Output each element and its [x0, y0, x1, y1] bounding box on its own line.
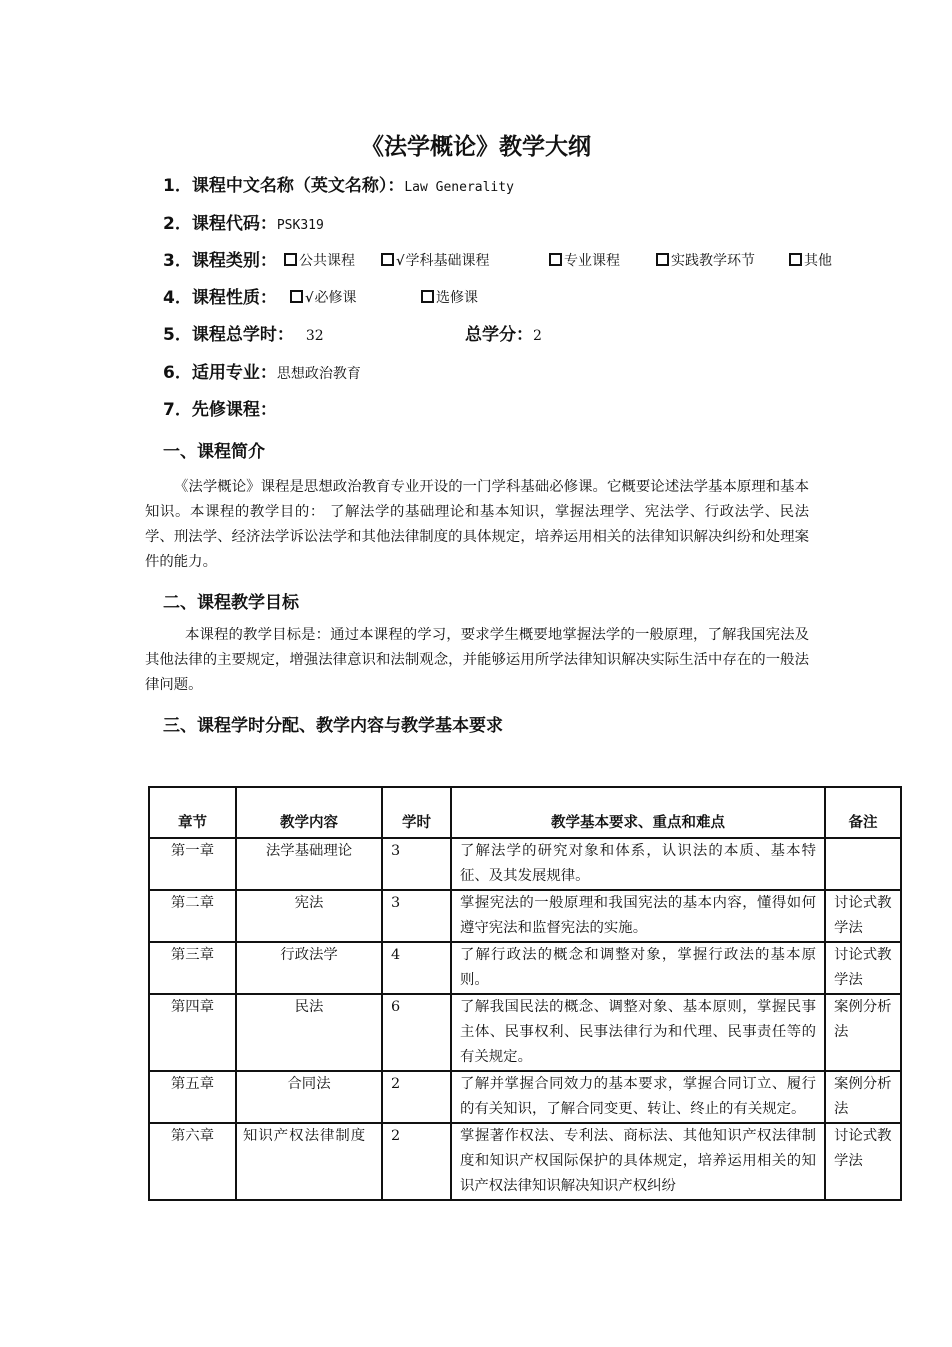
- content-cell: 合同法: [236, 1071, 382, 1123]
- checkbox-icon: [549, 253, 562, 266]
- table-row: [149, 1123, 901, 1200]
- table-row: [149, 838, 901, 890]
- document-title: 《法学概论》教学大纲: [361, 134, 591, 160]
- note-cell: 讨论式教学法: [825, 942, 901, 994]
- chapter-cell: 第五章: [149, 1071, 236, 1123]
- applicable-major-value: 思想政治教育: [276, 366, 361, 382]
- type-option-public: 公共课程: [284, 249, 355, 273]
- course-name-row: [163, 174, 514, 200]
- checkbox-icon: [284, 253, 297, 266]
- hours-cell: 3: [382, 890, 451, 942]
- table-row: [149, 994, 901, 1071]
- table-row: [149, 890, 901, 942]
- course-hours-row: [163, 323, 542, 348]
- note-cell: 讨论式教学法: [825, 890, 901, 942]
- teaching-goal-paragraph: 本课程的教学目标是：通过本课程的学习，要求学生概要地掌握法学的一般原理，了解我国宪法及其他法律的主要规定，增强法律意识和法制观念，并能够运用所学法律知识解决实际生活中存在的一般法律问题。: [145, 627, 809, 693]
- course-intro-paragraph: 《法学概论》课程是思想政治教育专业开设的一门学科基础必修课。它概要论述法学基本原理和基本知识。本课程的教学目的： 了解法学的基础理论和基本知识，掌握法理学、宪法学、行政法学、民法学、刑法学、经济法学诉讼法学和其他法律制度的具体规定，培养运用相关的法律知识解决纠纷和处理案件的能力。: [145, 479, 809, 570]
- note-cell: 案例分析法: [825, 1071, 901, 1123]
- table-row: [149, 1071, 901, 1123]
- chapter-cell: 第三章: [149, 942, 236, 994]
- note-cell: [825, 838, 901, 890]
- requirement-cell: 掌握宪法的一般原理和我国宪法的基本内容，懂得如何遵守宪法和监督宪法的实施。: [451, 890, 825, 942]
- checkbox-icon: [656, 253, 669, 266]
- chapter-cell: 第一章: [149, 838, 236, 890]
- course-type-label: 3．课程类别：: [163, 251, 277, 271]
- checkbox-icon: [789, 253, 802, 266]
- section-3-heading: 三、课程学时分配、教学内容与教学基本要求: [163, 716, 503, 736]
- requirement-cell: 了解法学的研究对象和体系，认识法的本质、基本特征、及其发展规律。: [451, 838, 825, 890]
- type-option-practice: 实践教学环节: [656, 249, 755, 273]
- content-cell: 知识产权法律制度: [236, 1123, 382, 1200]
- course-type-row: [163, 249, 832, 273]
- course-name-value: Law Generality: [404, 180, 514, 195]
- total-credits: [465, 323, 542, 348]
- hours-cell: 3: [382, 838, 451, 890]
- note-cell: 案例分析法: [825, 994, 901, 1071]
- requirement-cell: 了解行政法的概念和调整对象，掌握行政法的基本原则。: [451, 942, 825, 994]
- type-option-foundation: √学科基础课程: [381, 249, 490, 274]
- requirement-cell: 了解并掌握合同效力的基本要求，掌握合同订立、履行的有关知识，了解合同变更、转让、终止的有关规定。: [451, 1071, 825, 1123]
- hours-cell: 2: [382, 1123, 451, 1200]
- nature-option-elective: 选修课: [421, 286, 478, 310]
- section-2-heading: 二、课程教学目标: [163, 593, 299, 613]
- checkbox-icon: [421, 290, 434, 303]
- hours-cell: 4: [382, 942, 451, 994]
- course-nature-label: 4．课程性质：: [163, 288, 277, 308]
- header-notes: 备注: [825, 787, 901, 838]
- content-cell: 民法: [236, 994, 382, 1071]
- header-hours: 学时: [382, 787, 451, 838]
- prerequisite-row: [163, 398, 277, 422]
- note-cell: 讨论式教学法: [825, 1123, 901, 1200]
- prerequisite-label: 7．先修课程：: [163, 400, 277, 420]
- content-cell: 宪法: [236, 890, 382, 942]
- header-chapter: 章节: [149, 787, 236, 838]
- total-hours-label: 5．课程总学时：: [163, 325, 294, 345]
- course-code-row: [163, 212, 324, 238]
- checkbox-icon: [381, 253, 394, 266]
- requirement-cell: 了解我国民法的概念、调整对象、基本原则，掌握民事主体、民事权利、民事法律行为和代理、民事责任等的有关规定。: [451, 994, 825, 1071]
- type-option-other: 其他: [789, 249, 832, 273]
- applicable-major-row: [163, 361, 361, 386]
- content-cell: 法学基础理论: [236, 838, 382, 890]
- requirement-text: 掌握著作权法、专利法、商标法、其他知识产权法律制度和知识产权国际保护的具体规定，培养运用相关的知识产权法律知识解决知识产权纠纷: [460, 1128, 816, 1194]
- hours-cell: 6: [382, 994, 451, 1071]
- course-name-label: 1．课程中文名称（英文名称）：: [163, 176, 405, 196]
- total-hours-value: 32: [305, 328, 324, 344]
- header-requirements: 教学基本要求、重点和难点: [451, 787, 825, 838]
- chapter-cell: 第四章: [149, 994, 236, 1071]
- section-1-heading: 一、课程简介: [163, 442, 265, 462]
- hours-cell: 2: [382, 1071, 451, 1123]
- total-credits-label: 总学分：: [465, 325, 533, 345]
- course-nature-row: [163, 286, 478, 310]
- check-mark-icon: √: [396, 254, 405, 269]
- course-code-label: 2．课程代码：: [163, 214, 277, 234]
- chapter-cell: 第二章: [149, 890, 236, 942]
- chapter-cell: 第六章: [149, 1123, 236, 1200]
- type-option-major: 专业课程: [549, 249, 620, 273]
- content-cell: 行政法学: [236, 942, 382, 994]
- table-row: [149, 942, 901, 994]
- check-mark-icon: √: [305, 291, 314, 306]
- nature-option-required: √必修课: [290, 286, 357, 311]
- header-content: 教学内容: [236, 787, 382, 838]
- course-code-value: PSK319: [276, 218, 324, 233]
- table-header-row: [149, 787, 901, 838]
- total-credits-value: 2: [533, 328, 542, 344]
- checkbox-icon: [290, 290, 303, 303]
- requirement-cell: [451, 1123, 825, 1200]
- applicable-major-label: 6．适用专业：: [163, 363, 277, 383]
- curriculum-table: [148, 786, 902, 1201]
